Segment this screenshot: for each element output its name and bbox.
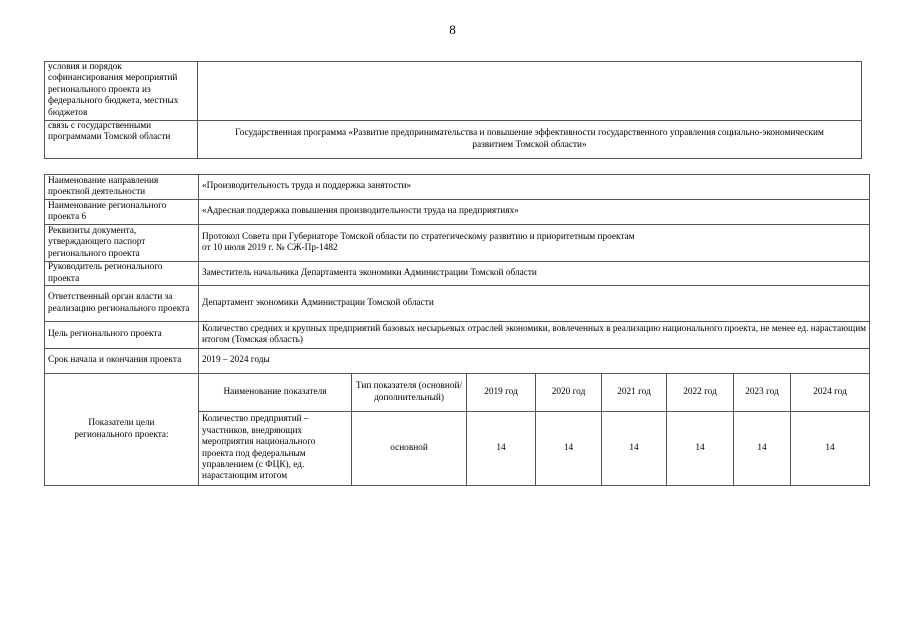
project-direction-label: Наименование направления проектной деятельности [45,175,199,200]
project-direction-value: «Производительность труда и поддержка занятости» [199,175,870,200]
responsible-authority-label: Ответственный орган власти за реализацию регионального проекта [45,286,199,322]
page-number: 8 [449,22,456,37]
cofinancing-conditions-value [198,62,862,121]
state-programs-value: Государственная программа «Развитие предпринимательства и повышение эффективности государственного управления социально-экономическим развитием Томской области» [198,121,862,159]
responsible-authority-value: Департамент экономики Администрации Томской области [199,286,870,322]
table-row [45,62,862,121]
indicator-type-header: Тип показателя (основной/ дополнительный) [352,374,467,412]
table-row [45,322,870,349]
project-head-value: Заместитель начальника Департамента экономики Администрации Томской области [199,262,870,286]
indicator-name-header: Наименование показателя [199,374,352,412]
approval-document-label: Реквизиты документа, утверждающего паспорт регионального проекта [45,225,199,262]
indicator-value-2022: 14 [667,412,734,486]
indicator-type: основной [352,412,467,486]
table-row [45,286,870,322]
approval-document-line-2: от 10 июля 2019 г. № СЖ-Пр-1482 [202,243,338,253]
indicators-label: Показатели цели регионального проекта: [45,374,199,486]
table-row [45,262,870,286]
year-header-2022: 2022 год [667,374,734,412]
regional-project-passport-table [44,174,870,486]
year-header-2019: 2019 год [467,374,536,412]
indicator-name: Количество предприятий – участников, внедряющих мероприятия национального проекта под федеральным управлением (с ФЦК), ед. нарастающим итогом [199,412,352,486]
table-row [45,349,870,374]
indicator-value-2021: 14 [602,412,667,486]
project-term-label: Срок начала и окончания проекта [45,349,199,374]
year-header-2024: 2024 год [791,374,870,412]
project-name-label: Наименование регионального проекта 6 [45,200,199,225]
year-header-2020: 2020 год [536,374,602,412]
table-row [45,121,862,159]
table-row [45,175,870,200]
approval-document-line-1: Протокол Совета при Губернаторе Томской области по стратегическому развитию и приоритетным проектам [202,231,635,242]
project-goal-label: Цель регионального проекта [45,322,199,349]
project-goal-value: Количество средних и крупных предприятий базовых несырьевых отраслей экономики, вовлеченных в реализацию национального проекта, не менее ед. нарастающим итогом (Томская область) [199,322,870,349]
project-name-value: «Адресная поддержка повышения производительности труда на предприятиях» [199,200,870,225]
table-row [45,225,870,262]
indicator-value-2019: 14 [467,412,536,486]
indicator-value-2024: 14 [791,412,870,486]
approval-document-value [199,225,870,262]
table-row [45,374,870,412]
indicator-value-2023: 14 [734,412,791,486]
project-head-label: Руководитель регионального проекта [45,262,199,286]
year-header-2023: 2023 год [734,374,791,412]
cofinancing-conditions-label: условия и порядок софинансирования мероприятий регионального проекта из федерального бюджета, местных бюджетов [45,62,198,121]
table-row [45,200,870,225]
state-programs-label: связь с государственными программами Томской области [45,121,198,159]
year-header-2021: 2021 год [602,374,667,412]
indicator-value-2020: 14 [536,412,602,486]
project-term-value: 2019 – 2024 годы [199,349,870,374]
funding-conditions-table [44,61,862,159]
